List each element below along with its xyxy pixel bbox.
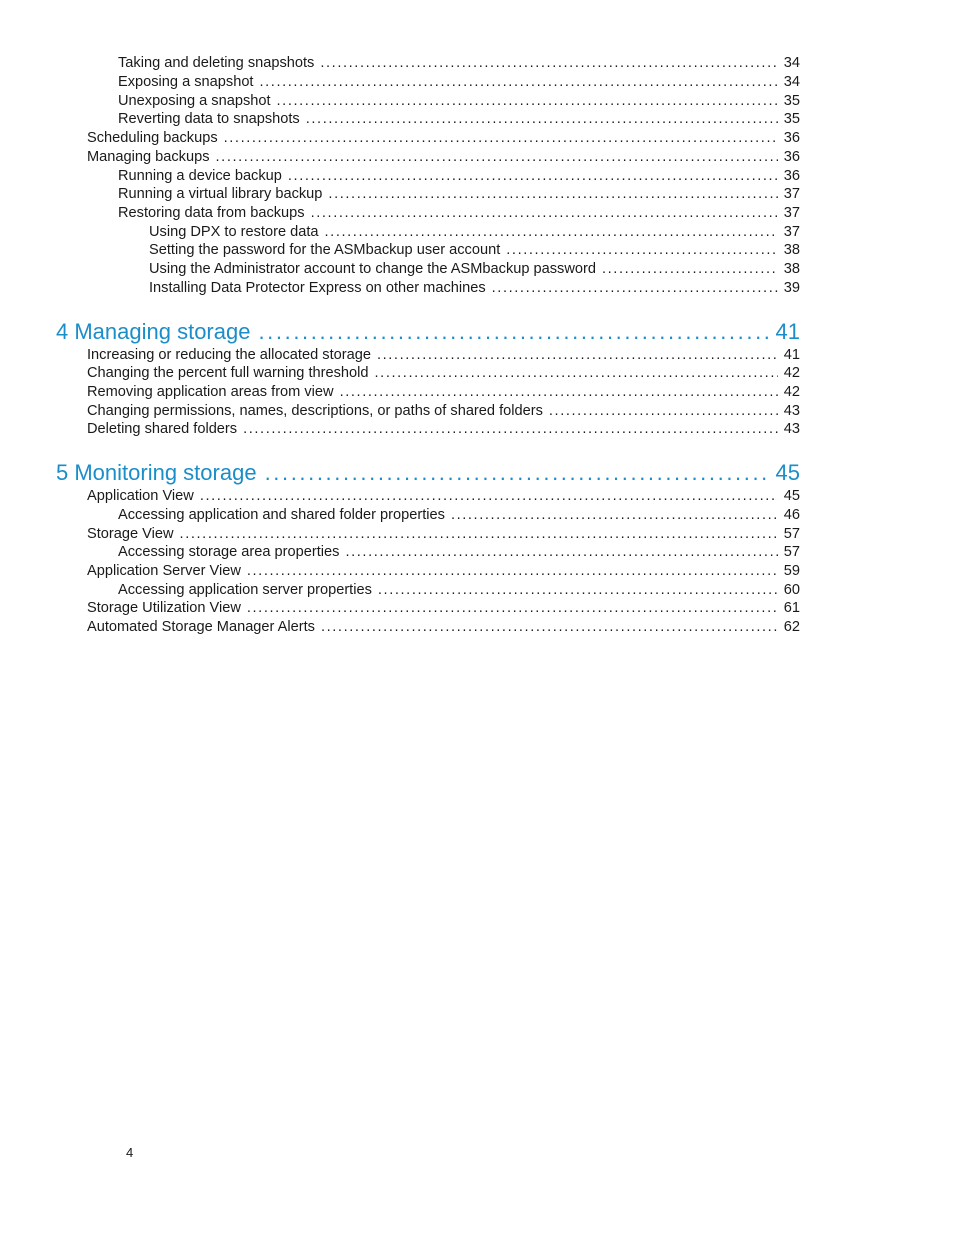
toc-entry[interactable]	[118, 185, 800, 204]
toc-entry-page: 42	[783, 384, 800, 400]
toc-entry[interactable]	[87, 487, 800, 506]
dot-leader	[321, 618, 778, 636]
toc-entry[interactable]	[118, 92, 800, 111]
dot-leader	[325, 223, 778, 241]
toc-entry-page: 59	[783, 563, 800, 579]
dot-leader	[506, 241, 778, 259]
dot-leader	[549, 402, 778, 420]
toc-entry-page: 35	[783, 111, 800, 127]
dot-leader	[224, 129, 778, 147]
toc-entry-page: 34	[783, 55, 800, 71]
toc-entry-title: Increasing or reducing the allocated storage	[87, 347, 371, 363]
toc-entry-page: 34	[783, 74, 800, 90]
toc-entry-title: Storage View	[87, 526, 174, 542]
toc-entry[interactable]	[87, 402, 800, 421]
toc-entry-title: Installing Data Protector Express on other machines	[149, 280, 486, 296]
toc-entry[interactable]	[87, 562, 800, 581]
toc-entry-title: Using the Administrator account to change the ASMbackup password	[149, 261, 596, 277]
dot-leader	[345, 543, 777, 561]
toc-entry[interactable]	[118, 543, 800, 562]
toc-entry-page: 36	[783, 130, 800, 146]
toc-entry[interactable]	[149, 241, 800, 260]
toc-entry-title: Application Server View	[87, 563, 241, 579]
toc-entry-page: 43	[783, 421, 800, 437]
toc-entry-page: 42	[783, 365, 800, 381]
dot-leader	[258, 318, 769, 346]
toc-entry[interactable]	[149, 260, 800, 279]
toc-entry[interactable]	[118, 167, 800, 186]
dot-leader	[260, 73, 778, 91]
dot-leader	[200, 487, 778, 505]
toc-entry-page: 35	[783, 93, 800, 109]
dot-leader	[451, 506, 778, 524]
toc-entry-page: 41	[783, 347, 800, 363]
toc-entry[interactable]	[149, 279, 800, 298]
chapter-heading-managing-storage[interactable]	[56, 318, 800, 346]
toc-entry[interactable]	[149, 223, 800, 242]
toc-entry-page: 37	[783, 224, 800, 240]
toc-entry[interactable]	[87, 129, 800, 148]
toc-entry-page: 62	[783, 619, 800, 635]
toc-entry-title: Automated Storage Manager Alerts	[87, 619, 315, 635]
dot-leader	[288, 167, 778, 185]
toc-entry-title: Removing application areas from view	[87, 384, 334, 400]
toc-entry-title: Unexposing a snapshot	[118, 93, 271, 109]
toc-entry[interactable]	[87, 383, 800, 402]
toc-entry[interactable]	[87, 599, 800, 618]
dot-leader	[247, 562, 778, 580]
toc-entry[interactable]	[118, 73, 800, 92]
toc-entry[interactable]	[118, 110, 800, 129]
dot-leader	[320, 54, 777, 72]
toc-entry[interactable]	[118, 54, 800, 73]
toc-entry-title: Changing the percent full warning threshold	[87, 365, 369, 381]
toc-entry[interactable]	[87, 618, 800, 637]
dot-leader	[311, 204, 778, 222]
toc-entry[interactable]	[87, 420, 800, 439]
toc-entry-page: 60	[783, 582, 800, 598]
toc-entry-title: Taking and deleting snapshots	[118, 55, 315, 71]
toc-entry-title: Managing backups	[87, 149, 210, 165]
dot-leader	[247, 599, 778, 617]
toc-entry-page: 46	[783, 507, 800, 523]
dot-leader	[243, 420, 778, 438]
dot-leader	[216, 148, 778, 166]
toc-entry-page: 61	[783, 600, 800, 616]
toc-entry[interactable]	[118, 581, 800, 600]
toc-entry[interactable]	[87, 346, 800, 365]
toc-entry-page: 37	[783, 186, 800, 202]
toc-entry-title: Accessing application server properties	[118, 582, 372, 598]
toc-entry-page: 43	[783, 403, 800, 419]
toc-entry-page: 38	[783, 261, 800, 277]
toc-entry-title: Changing permissions, names, descriptions, or paths of shared folders	[87, 403, 543, 419]
page-number: 4	[126, 1145, 134, 1160]
chapter-title: 4 Managing storage	[56, 319, 251, 344]
toc-entry-page: 36	[783, 168, 800, 184]
dot-leader	[602, 260, 778, 278]
dot-leader	[377, 346, 778, 364]
toc-entry-title: Accessing storage area properties	[118, 544, 340, 560]
chapter-page: 41	[775, 319, 800, 344]
toc-entry-page: 38	[783, 242, 800, 258]
dot-leader	[306, 110, 778, 128]
dot-leader	[340, 383, 778, 401]
dot-leader	[375, 364, 778, 382]
toc-entry-title: Using DPX to restore data	[149, 224, 319, 240]
toc-entry-title: Reverting data to snapshots	[118, 111, 300, 127]
dot-leader	[265, 459, 770, 487]
toc-entry[interactable]	[87, 364, 800, 383]
toc-entry-title: Deleting shared folders	[87, 421, 238, 437]
chapter-heading-monitoring-storage[interactable]	[56, 459, 800, 487]
dot-leader	[328, 185, 777, 203]
toc-entry[interactable]	[87, 525, 800, 544]
chapter-title: 5 Monitoring storage	[56, 460, 257, 485]
toc-entry-title: Setting the password for the ASMbackup user account	[149, 242, 501, 258]
dot-leader	[378, 581, 778, 599]
toc-entry-title: Exposing a snapshot	[118, 74, 254, 90]
dot-leader	[492, 279, 778, 297]
dot-leader	[180, 525, 778, 543]
toc-entry[interactable]	[118, 506, 800, 525]
toc-entry[interactable]	[87, 148, 800, 167]
toc-entry-title: Scheduling backups	[87, 130, 218, 146]
toc-entry-page: 39	[783, 280, 800, 296]
chapter-page: 45	[775, 460, 800, 485]
toc-entry-title: Storage Utilization View	[87, 600, 241, 616]
toc-entry-page: 36	[783, 149, 800, 165]
toc-entry-page: 57	[783, 544, 800, 560]
toc-entry-title: Running a device backup	[118, 168, 282, 184]
toc-entry[interactable]	[118, 204, 800, 223]
toc-entry-page: 45	[783, 488, 800, 504]
toc-entry-title: Accessing application and shared folder properties	[118, 507, 445, 523]
toc-entry-title: Running a virtual library backup	[118, 186, 323, 202]
toc-entry-page: 37	[783, 205, 800, 221]
toc-entry-title: Restoring data from backups	[118, 205, 305, 221]
toc-entry-page: 57	[783, 526, 800, 542]
toc-entry-title: Application View	[87, 488, 194, 504]
dot-leader	[277, 92, 778, 110]
